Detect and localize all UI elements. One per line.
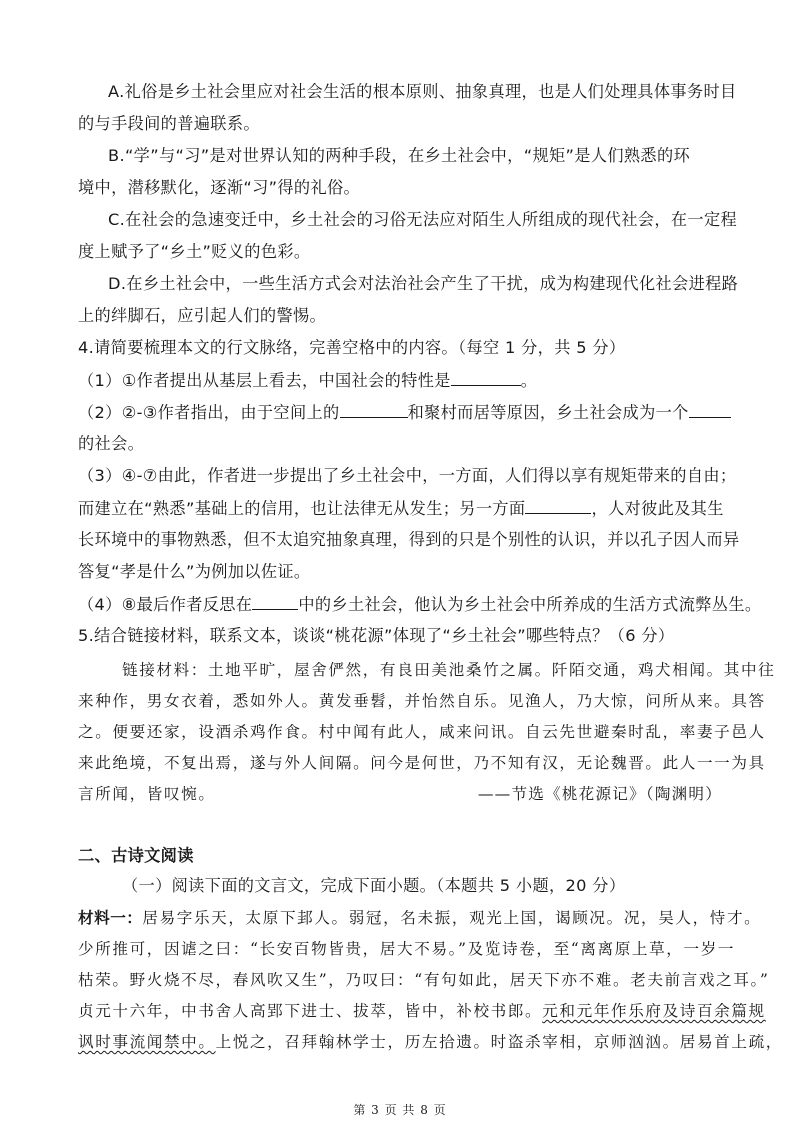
question-4-part-3-line-3: 长环境中的事物熟悉，但不太追究抽象真理，得到的只是个别性的认识，并以孔子因人而异 — [78, 530, 740, 549]
material-one-text-1: 居易字乐天，太原下邽人。弱冠，名未振，观光上国，谒顾况。况，吴人，恃才。 — [142, 909, 762, 927]
section-2-instruction: （一）阅读下面的文言文，完成下面小题。（本题共 5 小题，20 分） — [122, 876, 626, 895]
material-source: ——节选《桃花源记》（陶渊明） — [477, 785, 722, 803]
question-4-part-3-line-2 — [78, 498, 724, 519]
question-4-part-3-line-1: （3）④-⑦由此，作者进一步提出了乡土社会中，一方面，人们得以享有规矩带来的自由； — [78, 466, 737, 485]
page-footer: 第 3 页 共 8 页 — [353, 1103, 447, 1117]
material-one-line-2: 少所推可，因谑之曰：“长安百物皆贵，居大不易。”及览诗卷，至“离离原上草，一岁一 — [78, 940, 736, 958]
answer-blank-1[interactable] — [451, 370, 521, 386]
answer-blank-4[interactable] — [525, 498, 591, 514]
q4-p4-end: 中的乡土社会，他认为乡土社会中所养成的生活方式流弊丛生。 — [298, 595, 762, 614]
question-4-part-2 — [78, 402, 731, 423]
link-material-line-5: 言所闻，皆叹惋。 — [78, 785, 216, 803]
material-one-line-4 — [78, 1001, 766, 1021]
question-5-stem: 5.结合链接材料，联系文本，谈谈“桃花源”体现了“乡土社会”哪些特点？（6 分） — [78, 626, 675, 645]
answer-blank-2[interactable] — [340, 402, 408, 418]
link-material-line-3: 之。便要还家，设酒杀鸡作食。村中闻有此人，咸来问讯。自云先世避秦时乱，率妻子邑人 — [78, 723, 766, 741]
q4-p1-text: （1）①作者提出从基层上看去，中国社会的特性是 — [78, 371, 451, 390]
answer-blank-3[interactable] — [689, 402, 731, 418]
option-b-line-1: B.“学”与“习”是对世界认知的两种手段，在乡土社会中，“规矩”是人们熟悉的环 — [108, 146, 691, 165]
wavy-underlined-sentence-a: 元和元年作乐府及诗百余篇规 — [542, 1002, 766, 1020]
option-b-line-2: 境中，潜移默化，逐渐“习”得的礼俗。 — [78, 178, 361, 197]
question-4-part-1 — [78, 370, 537, 391]
q4-p3-end: ，人对彼此及其生 — [591, 499, 724, 518]
wavy-underlined-sentence-b: 讽时事流闻禁中。 — [78, 1033, 216, 1051]
material-one-line-3: 枯荣。野火烧不尽，春风吹又生”，乃叹曰：“有句如此，居天下亦不难。老夫前言戏之耳。” — [78, 971, 770, 989]
option-d-line-1: D.在乡土社会中，一些生活方式会对法治社会产生了干扰，成为构建现代化社会进程路 — [108, 274, 739, 293]
question-4-stem: 4.请简要梳理本文的行文脉络，完善空格中的内容。（每空 1 分，共 5 分） — [78, 338, 626, 357]
answer-blank-5[interactable] — [252, 594, 298, 610]
question-4-part-4 — [78, 594, 761, 615]
link-material-line-2: 来种作，男女衣着，悉如外人。黄发垂髫，并怡然自乐。见渔人，乃大惊，问所从来。具答 — [78, 692, 766, 710]
question-4-part-2-line-2: 的社会。 — [78, 434, 145, 453]
question-4-part-3-line-4: 答复“孝是什么”为例加以佐证。 — [78, 562, 311, 581]
material-one-line-5 — [78, 1032, 783, 1052]
option-c-line-1: C.在社会的急速变迁中，乡土社会的习俗无法应对陌生人所组成的现代社会，在一定程 — [108, 210, 738, 229]
q4-p1-end: 。 — [520, 371, 538, 390]
q4-p2-mid: 和聚村而居等原因，乡土社会成为一个 — [407, 403, 689, 422]
material-one-text-5: 上悦之，召拜翰林学士，历左拾遗。时盗杀宰相，京师汹汹。居易首上疏， — [215, 1033, 783, 1051]
q4-p2-text: （2）②-③作者指出，由于空间上的 — [78, 403, 340, 422]
section-2-title: 二、古诗文阅读 — [78, 846, 194, 865]
option-d-line-2: 上的绊脚石，应引起人们的警惕。 — [78, 306, 327, 325]
link-material-line-4: 来此绝境，不复出焉，遂与外人间隔。问今是何世，乃不知有汉，无论魏晋。此人一一为具 — [78, 754, 766, 772]
link-material-line-1: 链接材料：土地平旷，屋舍俨然，有良田美池桑竹之属。阡陌交通，鸡犬相闻。其中往 — [122, 661, 776, 679]
option-c-line-2: 度上赋予了“乡土”贬义的色彩。 — [78, 242, 311, 261]
option-a-line-1: A.礼俗是乡土社会里应对社会生活的根本原则、抽象真理，也是人们处理具体事务时目 — [108, 82, 737, 101]
q4-p4-text: （4）⑧最后作者反思在 — [78, 595, 253, 614]
q4-p3-text: 而建立在“熟悉”基础上的信用，也让法律无从发生；另一方面 — [78, 499, 526, 518]
option-a-line-2: 的与手段间的普遍联系。 — [78, 114, 260, 133]
material-one-text-4: 贞元十六年，中书舍人高郢下进士、拔萃，皆中，补校书郎。 — [78, 1002, 543, 1020]
material-one-line-1 — [78, 908, 761, 928]
material-one-label: 材料一： — [78, 909, 143, 927]
